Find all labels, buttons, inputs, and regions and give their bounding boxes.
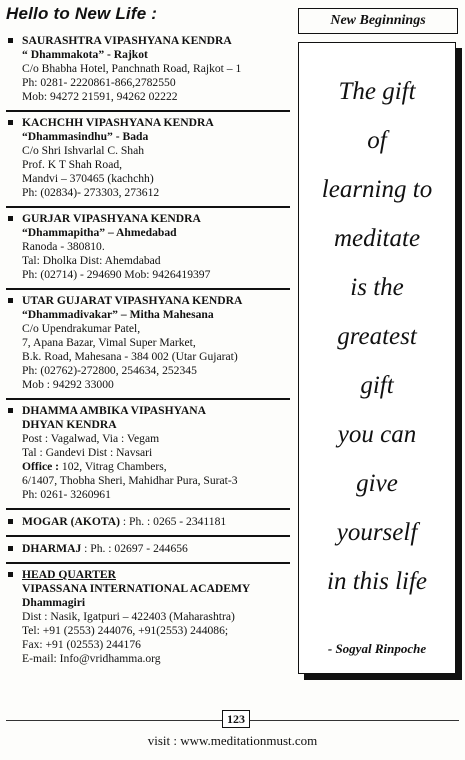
phone-line: Ph: (02762)-272800, 254634, 252345 <box>22 364 197 377</box>
quote-line: The gift <box>338 78 416 105</box>
center-entry <box>6 290 290 400</box>
head-quarter-entry <box>6 564 290 672</box>
address-line: 7, Apana Bazar, Vimal Super Market, <box>22 336 196 349</box>
quote-line: greatest <box>337 323 417 350</box>
address-line: C/o Bhabha Hotel, Panchnath Road, Rajkot – 1 <box>22 62 242 75</box>
quote-text <box>299 67 455 606</box>
address-line: Post : Vagalwad, Via : Vegam <box>22 432 160 445</box>
center-name: VIPASSANA INTERNATIONAL ACADEMY <box>22 582 251 595</box>
centers-list <box>6 30 290 672</box>
center-name: DHARMAJ <box>22 542 82 555</box>
mobile-line: Mob : 94292 33000 <box>22 378 114 391</box>
page-number: 123 <box>222 710 250 728</box>
email-line[interactable]: E-mail: Info@vridhamma.org <box>22 652 161 665</box>
center-entry <box>6 112 290 208</box>
center-alias: Dhammagiri <box>22 596 86 609</box>
quote-line: you can <box>337 421 417 448</box>
phone-line: : Ph. : 0265 - 2341181 <box>120 515 227 528</box>
phone-line: Ph: 0261- 3260961 <box>22 488 111 501</box>
office-address: 102, Vitrag Chambers, <box>59 460 167 473</box>
address-line: Tal: Dholka Dist: Ahemdabad <box>22 254 161 267</box>
center-alias: “Dhammasindhu” - Bada <box>22 130 149 143</box>
address-line: C/o Upendrakumar Patel, <box>22 322 141 335</box>
quote-line: give <box>356 470 398 497</box>
phone-line: : Ph. : 02697 - 244656 <box>81 542 188 555</box>
quote-line: learning to <box>321 176 433 203</box>
phone-line: Ph: (02834)- 273303, 273612 <box>22 186 160 199</box>
quote-line: of <box>367 127 387 154</box>
center-alias: “Dhammadivakar” – Mitha Mahesana <box>22 308 214 321</box>
center-alias: “ Dhammakota” - Rajkot <box>22 48 148 61</box>
bullet-icon <box>8 216 13 221</box>
address-line: Dist : Nasik, Igatpuri – 422403 (Maharashtra) <box>22 610 235 623</box>
address-line: Tal : Gandevi Dist : Navsari <box>22 446 153 459</box>
center-name: KACHCHH VIPASHYANA KENDRA <box>22 116 214 129</box>
quote-box <box>298 42 456 674</box>
office-line <box>22 460 290 474</box>
bullet-icon <box>8 519 13 524</box>
center-name: GURJAR VIPASHYANA KENDRA <box>22 212 201 225</box>
fax-line: Fax: +91 (02553) 244176 <box>22 638 141 651</box>
bullet-icon <box>8 298 13 303</box>
quote-line: meditate <box>333 225 421 252</box>
address-line: 6/1407, Thobha Sheri, Mahidhar Pura, Surat-3 <box>22 474 238 487</box>
phone-line: Ph: 0281- 2220861-866,2782550 <box>22 76 176 89</box>
quote-line: yourself <box>336 519 418 546</box>
center-entry <box>6 400 290 510</box>
center-name: MOGAR (AKOTA) <box>22 515 120 528</box>
head-quarter-title: HEAD QUARTER <box>22 568 116 581</box>
center-name-continued: DHYAN KENDRA <box>22 418 117 431</box>
bullet-icon <box>8 120 13 125</box>
website-line[interactable]: visit : www.meditationmust.com <box>147 733 318 748</box>
center-entry-dharmaj <box>6 537 290 564</box>
quote-line: gift <box>360 372 394 399</box>
center-alias: “Dhammapitha” – Ahmedabad <box>22 226 177 239</box>
office-label: Office : <box>22 460 60 473</box>
address-line: C/o Shri Ishvarlal C. Shah <box>22 144 145 157</box>
phone-line: Tel: +91 (2553) 244076, +91(2553) 244086; <box>22 624 229 637</box>
phone-line: Ph: (02714) - 294690 Mob: 9426419397 <box>22 268 211 281</box>
sidebar-heading: New Beginnings <box>298 8 458 34</box>
address-line: B.k. Road, Mahesana - 384 002 (Utar Gujarat) <box>22 350 238 363</box>
center-name: SAURASHTRA VIPASHYANA KENDRA <box>22 34 232 47</box>
quote-line: in this life <box>327 568 427 595</box>
address-line: Mandvi – 370465 (kachchh) <box>22 172 154 185</box>
bullet-icon <box>8 38 13 43</box>
mobile-line: Mob: 94272 21591, 94262 02222 <box>22 90 178 103</box>
center-entry <box>6 208 290 290</box>
bullet-icon <box>8 408 13 413</box>
quote-line: is the <box>350 274 404 301</box>
quote-author: - Sogyal Rinpoche <box>327 641 427 656</box>
center-entry <box>6 30 290 112</box>
address-line: Ranoda - 380810. <box>22 240 105 253</box>
bullet-icon <box>8 572 13 577</box>
center-name: DHAMMA AMBIKA VIPASHYANA <box>22 404 207 417</box>
address-line: Prof. K T Shah Road, <box>22 158 123 171</box>
bullet-icon <box>8 546 13 551</box>
center-name: UTAR GUJARAT VIPASHYANA KENDRA <box>22 294 243 307</box>
center-entry-mogar <box>6 510 290 537</box>
page-title: Hello to New Life : <box>6 4 158 23</box>
